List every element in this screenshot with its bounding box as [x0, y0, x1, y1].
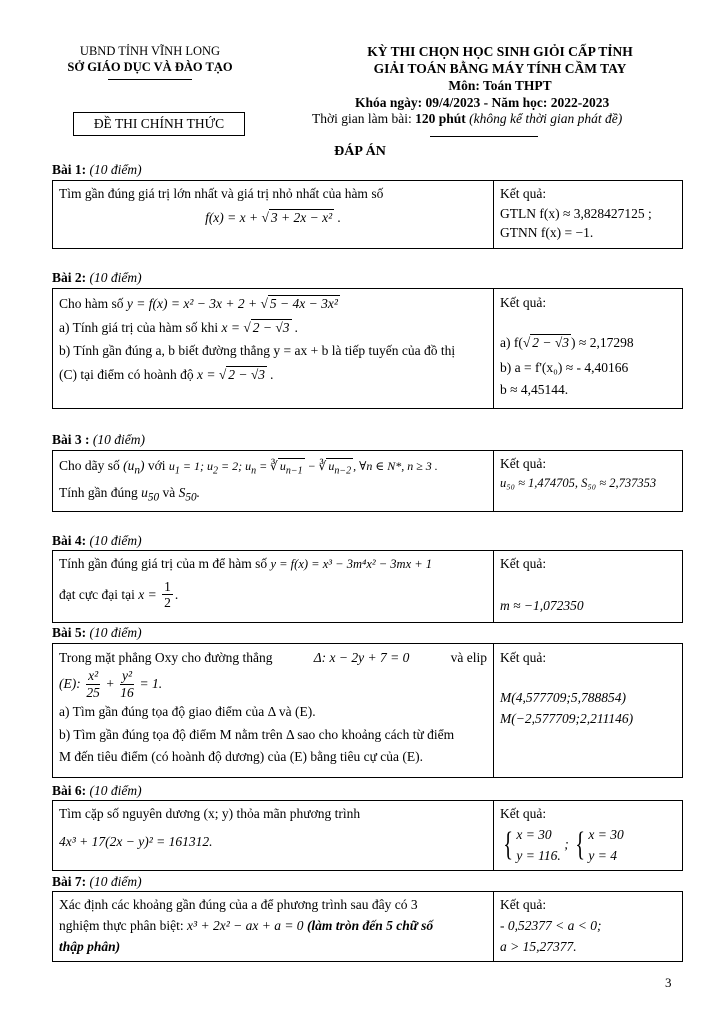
bai1-question: Tìm gần đúng giá trị lớn nhất và giá trị nhỏ nhất của hàm số f(x) = x + √ 3 + 2x − x² .	[53, 181, 494, 249]
bai2-title: Bài 2: (10 điểm)	[52, 270, 142, 285]
bai3-table	[52, 450, 683, 512]
bai6-question: Tìm cặp số nguyên dương (x; y) thỏa mãn phương trình 4x³ + 17(2x − y)² = 161312.	[53, 801, 494, 871]
header-divider-right	[430, 136, 538, 137]
bai3-question: Cho dãy số $(u_n)$ với $u_1 = 1$; $u_2 = 2$; $u_n$ = ∛ $u_{n-1}$ − ∛ $u_{n-2}$ , ∀n ∈ N*, n ≥ 3 . Tính gần đúng $u_{50}$ và $S_{50}$.	[53, 451, 494, 512]
bai5-result: Kết quả: M(4,577709;5,788854) M(−2,577709;2,211146)	[494, 644, 683, 778]
bai5-question: Trong mặt phẳng Oxy cho đường thẳng Δ: x − 2y + 7 = 0 và elip (E): $\frac{\text{x²}}{25}$ + $\frac{\text{y²}}{16}$ = 1. a) Tìm gần đúng tọa độ giao điểm của Δ và (E). b) Tìm gần đúng tọa độ điểm M nằm trên Δ sao cho khoảng cách từ điểm M đến tiêu điểm (có hoành độ dương) của (E) bằng tiêu cự của (E).	[53, 644, 494, 778]
bai6-title: Bài 6: (10 điểm)	[52, 783, 142, 798]
bai4-title: Bài 4: (10 điểm)	[52, 533, 142, 548]
exam-title: KỲ THI CHỌN HỌC SINH GIỎI CẤP TỈNH	[367, 44, 633, 59]
bai7-result: Kết quả: - 0,52377 < a < 0; a > 15,27377.	[494, 892, 683, 962]
bai6-result: Kết quả: { x = 30 y = 116. ; { x = 30 y = 4	[494, 801, 683, 871]
bai4-table	[52, 550, 683, 623]
bai2-question: Cho hàm số y = f(x) = x² − 3x + 2 + √ 5 − 4x − 3x² a) Tính giá trị của hàm số khi x = √ 2 − √3 . b) Tính gần đúng a, b biết đường thẳng y = ax + b là tiếp tuyến của đồ thị (C) tại điểm có hoành độ x = √ 2 − √3 .	[53, 289, 494, 409]
exam-subtitle: GIẢI TOÁN BẰNG MÁY TÍNH CẦM TAY	[373, 61, 627, 76]
bai3-result: Kết quả: u₅₀ ≈ 1,474705, S₅₀ ≈ 2,737353	[494, 451, 683, 512]
bai1-result: Kết quả: GTLN f(x) ≈ 3,828427125 ; GTNN f(x) = −1.	[494, 181, 683, 249]
exam-date: Khóa ngày: 09/4/2023 - Năm học: 2022-2023	[355, 95, 610, 110]
exam-subject: Môn: Toán THPT	[448, 78, 552, 93]
page-number: 3	[665, 975, 672, 990]
bai7-table	[52, 891, 683, 962]
bai3-title: Bài 3 : (10 điểm)	[52, 432, 145, 447]
bai2-table	[52, 288, 683, 409]
bai6-table	[52, 800, 683, 871]
dept-subname: SỞ GIÁO DỤC VÀ ĐÀO TẠO	[67, 60, 233, 74]
bai5-title: Bài 5: (10 điểm)	[52, 625, 142, 640]
dept-name: UBND TỈNH VĨNH LONG	[79, 44, 221, 58]
header-divider-left	[108, 79, 192, 80]
bai4-question: Tính gần đúng giá trị của m để hàm số y = f(x) = x³ − 3m⁴x² − 3mx + 1 đạt cực đại tại x = $\frac{1}{2}$ .	[53, 551, 494, 623]
official-exam-box: ĐỀ THI CHÍNH THỨC	[73, 112, 245, 136]
bai2-result: Kết quả: a) f(√ 2 − √3 ) ≈ 2,17298 b) a = f'(x₀) ≈ - 4,40166 b ≈ 4,45144.	[494, 289, 683, 409]
exam-time: Thời gian làm bài: 120 phút (không kể thời gian phát đề)	[312, 111, 623, 126]
bai5-table	[52, 643, 683, 778]
bai7-question: Xác định các khoảng gần đúng của a để phương trình sau đây có 3 nghiệm thực phân biệt: x³ + 2x² − ax + a = 0 (làm tròn đến 5 chữ số thập phân)	[53, 892, 494, 962]
bai4-result: Kết quả: m ≈ −1,072350	[494, 551, 683, 623]
bai1-title: Bài 1: (10 điểm)	[52, 162, 142, 177]
bai7-title: Bài 7: (10 điểm)	[52, 874, 142, 889]
answer-title: ĐÁP ÁN	[334, 144, 386, 159]
bai1-table	[52, 180, 683, 249]
